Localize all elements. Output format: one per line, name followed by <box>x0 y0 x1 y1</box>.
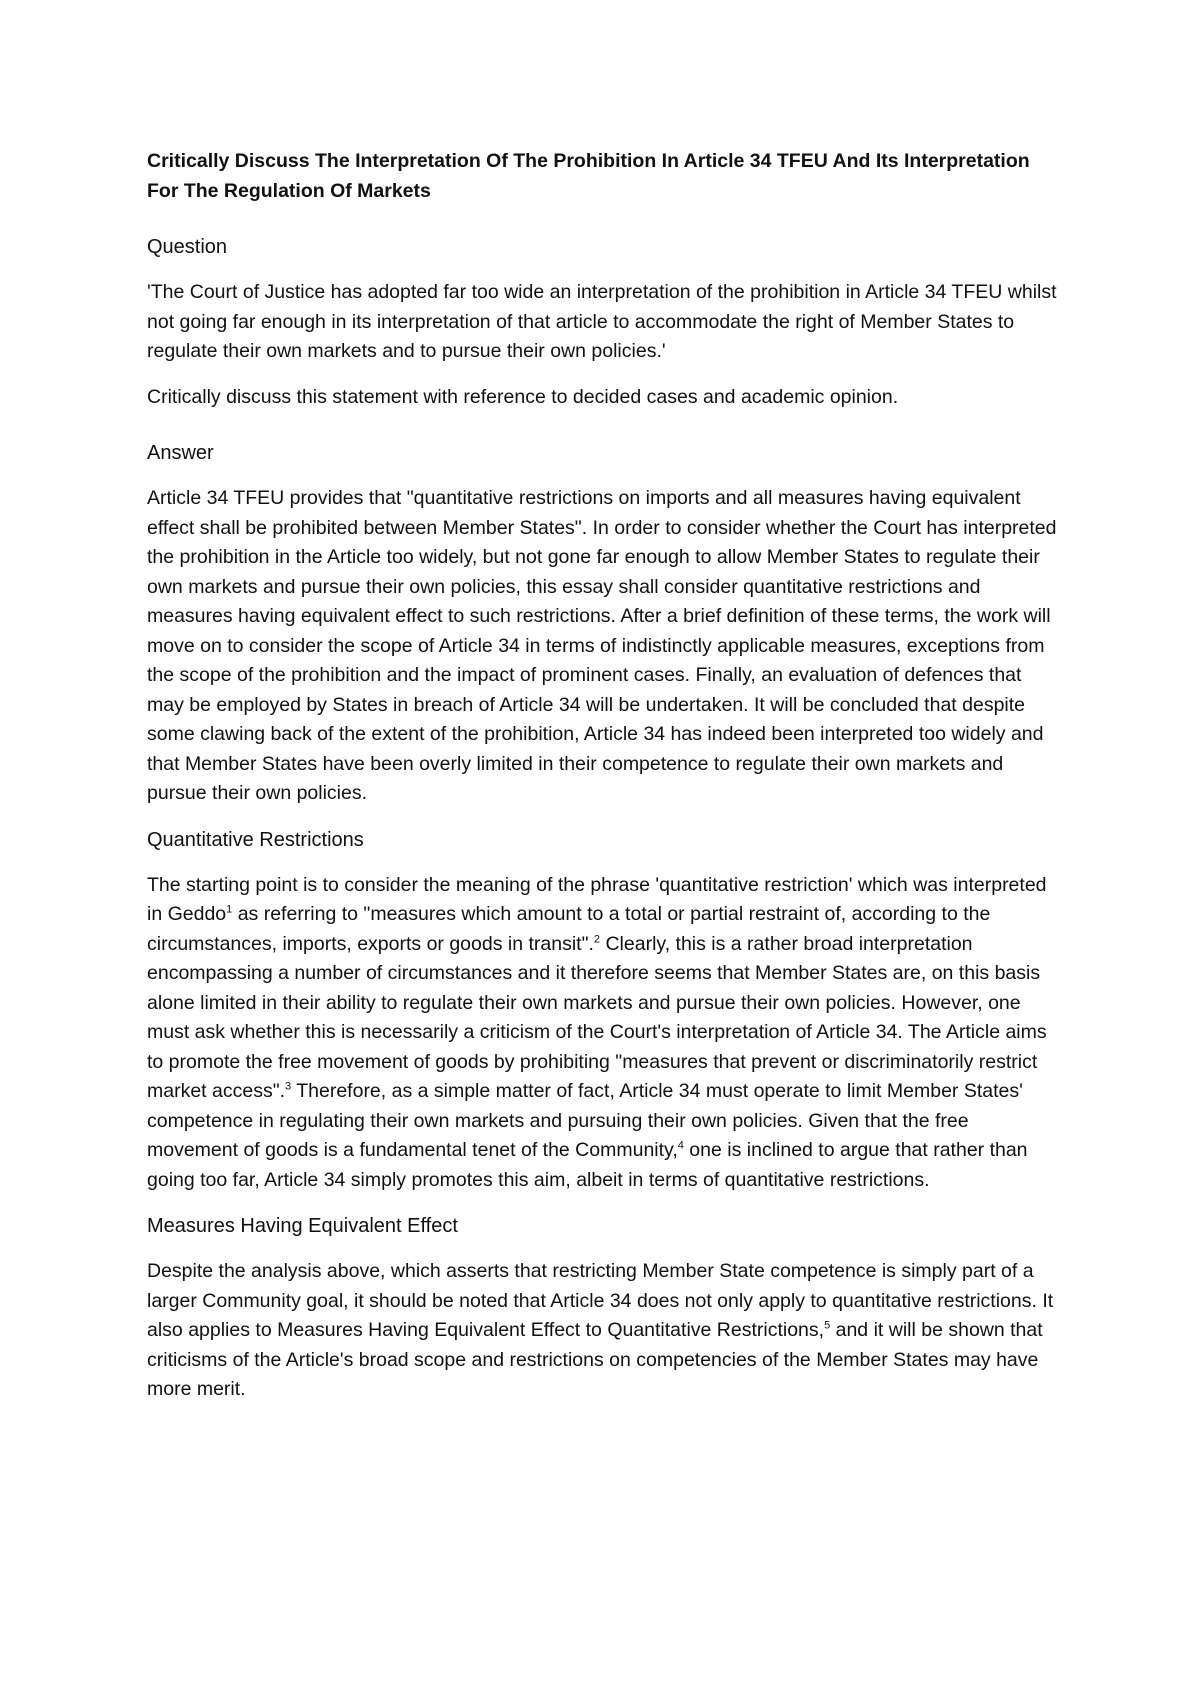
footnote-ref-5[interactable]: 5 <box>824 1319 831 1332</box>
measures-equivalent-effect-heading: Measures Having Equivalent Effect <box>147 1215 458 1237</box>
text-segment: one is inclined to argue that rather than going too far, Article 34 simply promotes this aim, albeit in terms of quantitative restrictions. <box>147 1139 1028 1191</box>
question-heading: Question <box>147 236 228 258</box>
answer-heading: Answer <box>147 442 214 464</box>
measures-equivalent-effect-paragraph <box>147 1257 1062 1405</box>
document-page <box>147 146 1062 1421</box>
quantitative-restrictions-paragraph <box>147 871 1062 1196</box>
footnote-ref-2[interactable]: 2 <box>593 933 601 945</box>
document-title: Critically Discuss The Interpretation Of The Prohibition In Article 34 TFEU And Its Interpretation For The Regulation Of Markets <box>147 150 1030 202</box>
footnote-ref-3[interactable]: 3 <box>285 1080 292 1093</box>
footnote-ref-1[interactable]: 1 <box>226 903 233 916</box>
text-segment: and it will be shown that criticisms of the Article's broad scope and restrictions on competencies of the Member States may have more merit. <box>147 1319 1043 1400</box>
text-segment: as referring to "measures which amount to a total or partial restraint of, according to the circumstances, imports, exports or goods in transit". <box>147 903 991 955</box>
question-quote: 'The Court of Justice has adopted far too wide an interpretation of the prohibition in Article 34 TFEU whilst not going far enough in its interpretation of that article to accommodate the right of Member States to regulate their own markets and to pursue their own policies.' <box>147 281 1057 362</box>
footnote-ref-4[interactable]: 4 <box>677 1139 684 1152</box>
quantitative-restrictions-heading: Quantitative Restrictions <box>147 828 364 851</box>
text-segment: Clearly, this is a rather broad interpretation encompassing a number of circumstances and it therefore seems that Member States are, on this basis alone limited in their ability to regulate their own markets and pursue their own policies. However, one must ask whether this is necessarily a criticism of the Court's interpretation of Article 34. The Article aims to promote the free movement of goods by prohibiting "measures that prevent or discriminatorily restrict market access". <box>147 932 1047 1102</box>
text-segment: Despite the analysis above, which asserts that restricting Member State competence is simply part of a larger Community goal, it should be noted that Article 34 does not only apply to quantitative restrictions. It also applies to Measures Having Equivalent Effect to Quantitative Restrictions, <box>147 1260 1054 1341</box>
answer-intro-paragraph: Article 34 TFEU provides that "quantitative restrictions on imports and all measures having equivalent effect shall be prohibited between Member States". In order to consider whether the Court has interpreted the prohibition in the Article too widely, but not gone far enough to allow Member States to regulate their own markets and pursue their own policies, this essay shall consider quantitative restrictions and measures having equivalent effect to such restrictions. After a brief definition of these terms, the work will move on to consider the scope of Article 34 in terms of indistinctly applicable measures, exceptions from the scope of the prohibition and the impact of prominent cases. Finally, an evaluation of defences that may be employed by States in breach of Article 34 will be undertaken. It will be concluded that despite some clawing back of the extent of the prohibition, Article 34 has indeed been interpreted too widely and that Member States have been overly limited in their competence to regulate their own markets and pursue their own policies. <box>147 487 1057 804</box>
text-segment: The starting point is to consider the meaning of the phrase 'quantitative restriction' which was interpreted in Geddo <box>147 873 1047 925</box>
question-instruction: Critically discuss this statement with reference to decided cases and academic opinion. <box>147 385 899 408</box>
text-segment: Therefore, as a simple matter of fact, Article 34 must operate to limit Member States' competence in regulating their own markets and pursuing their own policies. Given that the free movement of goods is a fundamental tenet of the Community, <box>147 1080 1023 1161</box>
